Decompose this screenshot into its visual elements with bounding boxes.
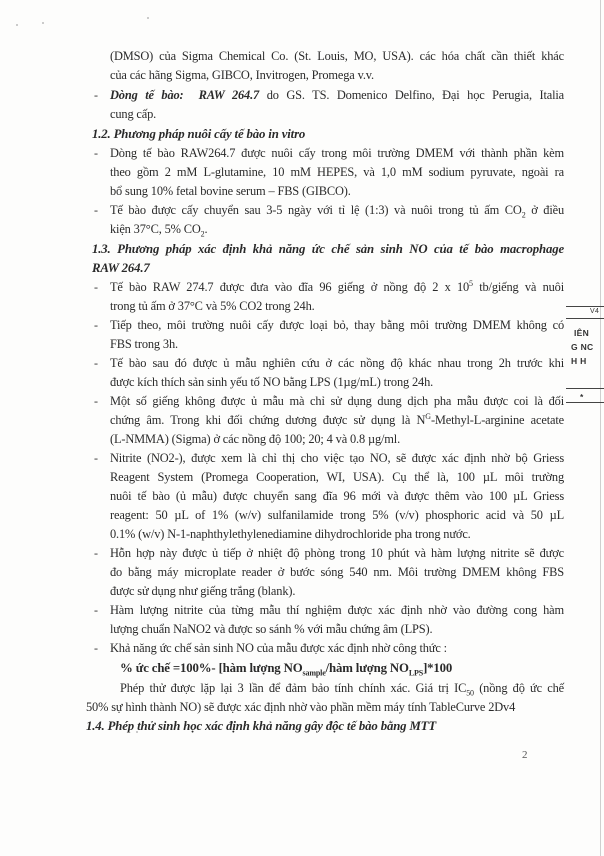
text-line: (DMSO) của Sigma Chemical Co. (St. Louis, MO, USA). các hóa chất cần thiết khác: [110, 49, 564, 63]
text-line: Nitrite (NO2-), được xem là chỉ thị cho việc tạo NO, sẽ được xác định nhờ bộ Griess: [110, 451, 564, 465]
subscript: sample: [302, 668, 326, 678]
section-heading-1-4: 1.4. Phép thử sinh học xác định khả năng gây độc tế bào bằng MTT: [86, 719, 437, 733]
text-line: Reagent System (Promega Cooperation, WI, USA). Cụ thể là, 100 µL môi trường: [110, 470, 564, 484]
text-line: [110, 203, 564, 218]
text-line: Một số giếng không được ủ mẫu mà chỉ sử dụng dung dịch pha mẫu được coi là đối: [110, 394, 564, 408]
side-tab-label: *: [580, 392, 584, 402]
cell-line-name: RAW 264.7: [198, 88, 260, 102]
text-line: Tiếp theo, môi trường nuôi cấy được loại bỏ, thay bằng môi trường DMEM không có: [110, 318, 564, 332]
inhibition-formula: [120, 661, 452, 676]
page-number: 2: [522, 749, 528, 761]
divider: [566, 388, 604, 389]
text-line: Khả năng ức chế sản sinh NO của mẫu được xác định nhờ công thức :: [110, 641, 447, 655]
section-heading-1-3-cont: RAW 264.7: [92, 261, 150, 275]
superscript: G: [425, 411, 431, 421]
bullet-marker: -: [94, 356, 98, 370]
text-span: tb/giếng và nuôi: [472, 280, 564, 294]
bullet-marker: -: [94, 203, 98, 217]
subscript: LPS: [408, 668, 424, 678]
text-span: Phép thử được lặp lại 3 lần để đảm bảo tính chính xác. Giá trị IC: [120, 681, 467, 695]
bullet-marker: -: [94, 318, 98, 332]
text-line: [120, 681, 564, 696]
text-line: Hỗn hợp này được ủ tiếp ở nhiệt độ phòng trong 10 phút và hàm lượng nitrite sẽ được: [110, 546, 564, 560]
subscript: 2: [200, 229, 205, 239]
cell-line-label: Dòng tế bào:: [110, 88, 184, 102]
text-span: -Methyl-L-arginine acetate: [430, 413, 564, 427]
side-tab-line: G NC: [571, 342, 594, 352]
text-line: lượng chuẩn NaNO2 và được so sánh % với mẫu chứng âm (LPS).: [110, 622, 433, 636]
text-span: % ức chế =100%- [hàm lượng NO: [120, 661, 303, 675]
bullet-marker: -: [94, 394, 98, 408]
text-line: nuôi tế bào (ủ mẫu) được chuyển sang đĩa 96 mới và được thêm vào 100 µL Griess: [110, 489, 564, 503]
text-line: bổ sung 10% fetal bovine serum – FBS (GIBCO).: [110, 184, 351, 198]
bullet-marker: -: [94, 451, 98, 465]
text-span: kiện 37°C, 5% CO: [110, 222, 201, 236]
text-line: Dòng tế bào RAW264.7 được nuôi cấy trong môi trường DMEM với thành phần kèm: [110, 146, 564, 160]
text-span: do GS. TS. Domenico Delfino, Đại học Perugia, Italia: [266, 88, 565, 102]
text-line: [110, 88, 564, 103]
bullet-marker: -: [94, 641, 98, 655]
text-span: .: [204, 222, 208, 236]
side-tab-line: H H: [571, 356, 587, 366]
side-tab-fragment: [566, 306, 604, 411]
text-line: của các hãng Sigma, GIBCO, Invitrogen, Promega v.v.: [110, 68, 374, 82]
side-tab-line: IÊN: [574, 328, 590, 338]
text-line: (L-NMMA) (Sigma) ở các nồng độ 100; 20; 4 và 0.8 µg/ml.: [110, 432, 401, 446]
text-line: theo gồm 2 mM L-glutamine, 10 mM HEPES, và 1,0 mM sodium pyruvate, ngoài ra: [110, 165, 564, 179]
side-tab-label: V4: [590, 308, 600, 315]
bullet-marker: -: [94, 88, 98, 102]
text-span: Tế bào được cấy chuyển sau 3-5 ngày với tỉ lệ (1:3) và nuôi trong tủ ấm CO: [110, 203, 522, 217]
page-edge-line: [600, 0, 601, 856]
section-heading-1-2: 1.2. Phương pháp nuôi cấy tế bào in vitro: [92, 127, 306, 141]
bullet-marker: -: [94, 603, 98, 617]
text-line: cung cấp.: [110, 107, 157, 121]
text-span: ]*100: [423, 661, 453, 675]
text-span: chứng âm. Trong khi đối chứng dương được sử dụng là N: [110, 413, 426, 427]
text-line: 0.1% (w/v) N-1-naphthylethylenediamine dihydrochloride pha trong nước.: [110, 527, 471, 541]
text-line: reagent: 50 µL of 1% (w/v) sulfanilamide trong 5% (v/v) phosphoric acid và 50 µL: [110, 508, 564, 522]
bullet-marker: -: [94, 280, 98, 294]
text-span: (nồng độ ức chế: [473, 681, 564, 695]
text-line: [110, 413, 564, 428]
text-line: 50% sự hình thành NO) sẽ được xác định nhờ vào phần mềm máy tính TableCurve 2Dv4: [86, 700, 516, 714]
divider: [566, 306, 604, 307]
text-line: Tế bào sau đó được ủ mẫu nghiên cứu ở các nồng độ khác nhau trong 2h trước khi: [110, 356, 564, 370]
section-heading-1-3: 1.3. Phương pháp xác định khả năng ức chế sản sinh NO của tế bào macrophage: [92, 242, 564, 256]
text-line: Hàm lượng nitrite của từng mẫu thí nghiệm được xác định nhờ vào đường cong hàm: [110, 603, 564, 617]
subscript: 2: [521, 210, 526, 220]
text-span: /hàm lượng NO: [325, 661, 409, 675]
divider: [566, 402, 604, 403]
text-line: được kích thích sản sinh yếu tố NO bằng LPS (1µg/mL) trong 24h.: [110, 375, 434, 389]
text-span: Tế bào RAW 274.7 được đưa vào đĩa 96 giếng ở nồng độ 2 x 10: [110, 280, 470, 294]
text-line: trong tủ ấm ở 37°C và 5% CO2 trong 24h.: [110, 299, 315, 313]
text-span: ở điều: [525, 203, 565, 217]
text-line: đo bằng máy microplate reader ở bước sóng 540 nm. Môi trường DMEM không FBS: [110, 565, 564, 579]
text-line: [110, 222, 207, 237]
divider: [566, 318, 604, 319]
bullet-marker: -: [94, 146, 98, 160]
superscript: 5: [469, 278, 473, 288]
text-line: được sử dụng như giếng trắng (blank).: [110, 584, 296, 598]
subscript: 50: [466, 688, 474, 698]
text-line: FBS trong 3h.: [110, 337, 178, 351]
text-line: [110, 280, 564, 295]
bullet-marker: -: [94, 546, 98, 560]
